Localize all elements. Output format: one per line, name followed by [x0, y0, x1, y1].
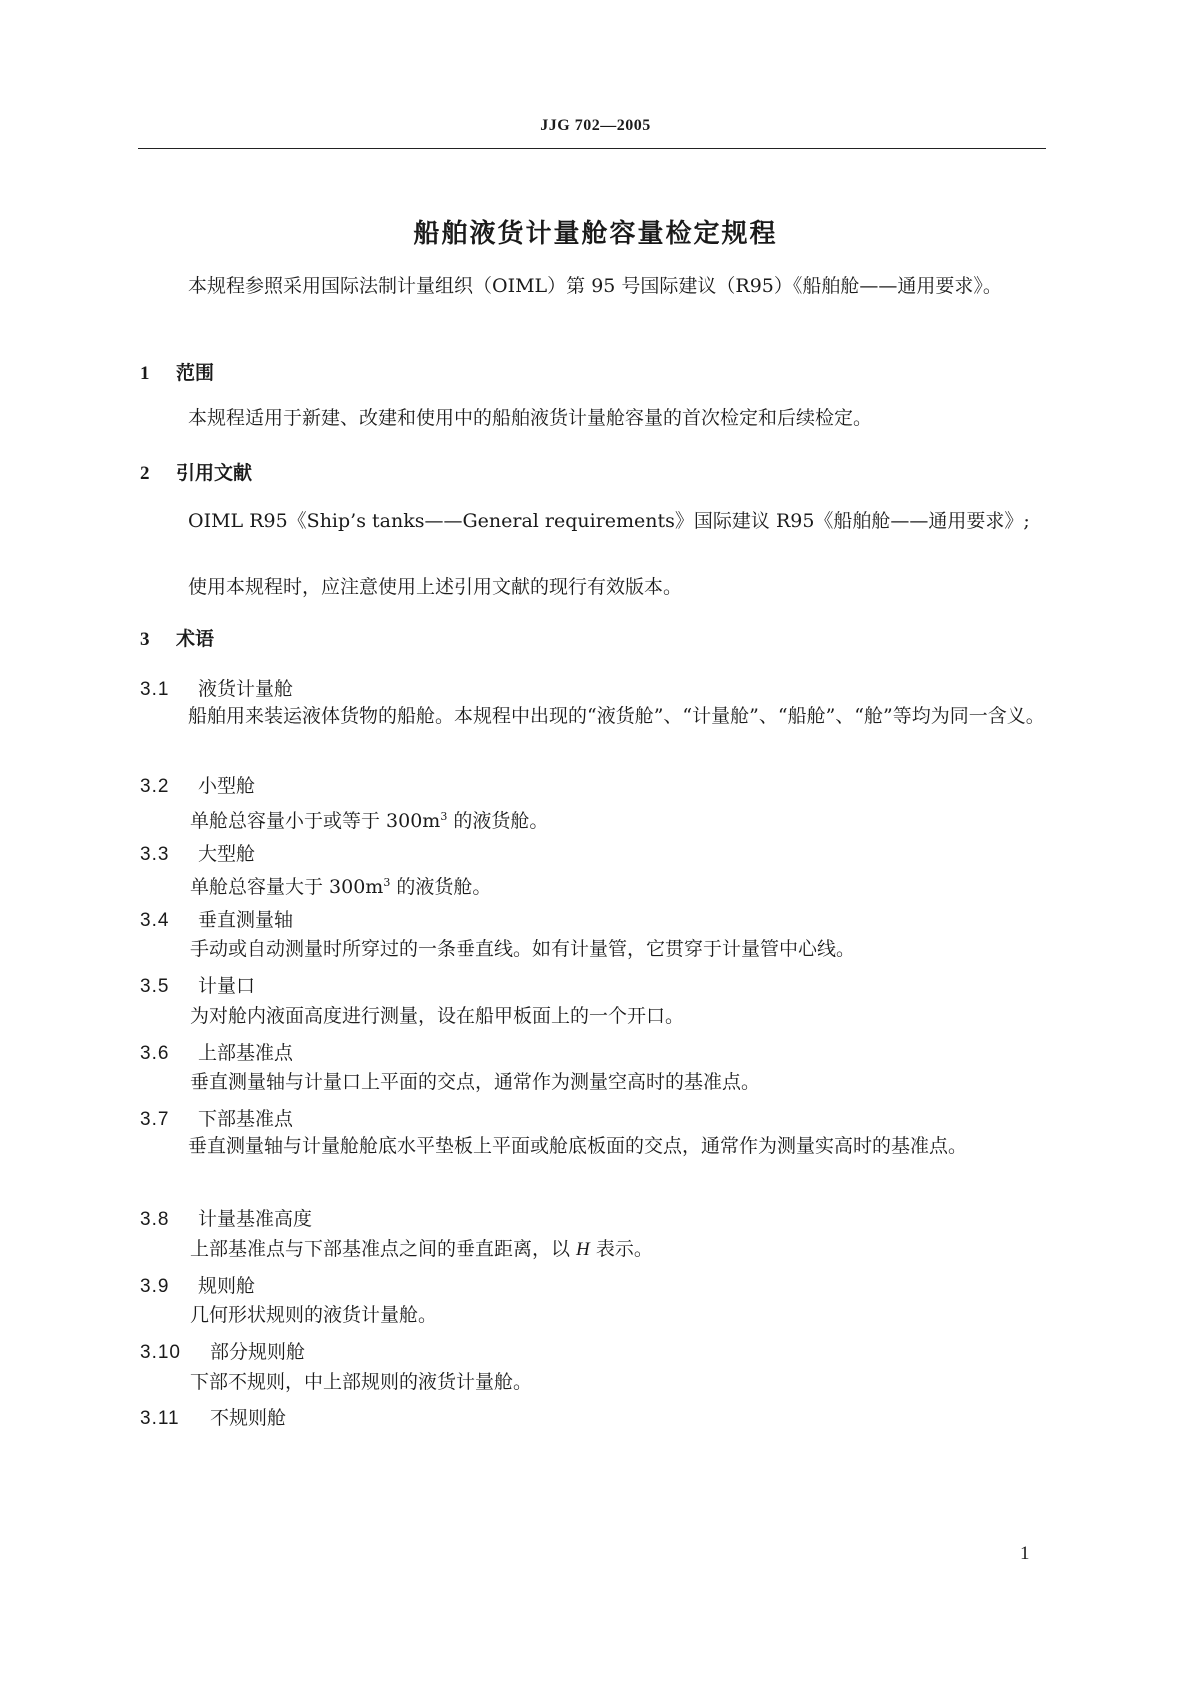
term-definition: 上部基准点与下部基准点之间的垂直距离，以 H 表示。 — [190, 1238, 653, 1260]
term-definition: 船舶用来装运液体货物的船舱。本规程中出现的“液货舱”、“计量舱”、“船舱”、“舱”等均为同一含义。 — [188, 705, 1045, 727]
term-number: 3.10 — [140, 1342, 181, 1363]
section-number: 1 — [140, 363, 150, 384]
term-name: 不规则舱 — [210, 1407, 287, 1429]
section-title: 术语 — [176, 628, 215, 650]
term-definition: 单舱总容量大于 $300m^3$ 的液货舱。 — [190, 876, 492, 898]
term-number: 3.9 — [140, 1276, 170, 1297]
standard-code: JJG 702—2005 — [540, 117, 651, 134]
section-number: 2 — [140, 463, 150, 484]
term-name: 垂直测量轴 — [198, 909, 294, 931]
section-title: 引用文献 — [176, 462, 253, 484]
term-item — [140, 1204, 312, 1231]
page-number: 1 — [1020, 1543, 1030, 1564]
term-name: 计量基准高度 — [198, 1208, 313, 1230]
section-body: 本规程适用于新建、改建和使用中的船舶液货计量舱容量的首次检定和后续检定。 — [188, 407, 873, 429]
term-name: 小型舱 — [198, 775, 256, 797]
section-heading-references — [140, 458, 252, 485]
section-heading-terms — [140, 624, 214, 651]
intro-paragraph: 本规程参照采用国际法制计量组织（OIML）第 95 号国际建议（R95）《船舶舱——通用要求》。 — [188, 275, 1002, 297]
term-definition: 为对舱内液面高度进行测量，设在船甲板面上的一个开口。 — [190, 1005, 685, 1027]
header-rule — [138, 148, 1046, 149]
term-definition: 垂直测量轴与计量口上平面的交点，通常作为测量空高时的基准点。 — [190, 1071, 761, 1093]
section-number: 3 — [140, 629, 150, 650]
term-number: 3.11 — [140, 1408, 180, 1429]
term-item — [140, 1403, 286, 1430]
term-number: 3.6 — [140, 1043, 170, 1064]
term-item — [140, 674, 293, 701]
term-name: 上部基准点 — [198, 1042, 294, 1064]
term-item — [140, 1038, 293, 1065]
term-definition: 下部不规则，中上部规则的液货计量舱。 — [190, 1371, 533, 1393]
term-item — [140, 905, 293, 932]
height-symbol: H — [576, 1239, 590, 1260]
term-item — [140, 1337, 305, 1364]
document-title: 船舶液货计量舱容量检定规程 — [413, 219, 778, 249]
section-heading-scope — [140, 358, 214, 385]
term-name: 液货计量舱 — [198, 678, 294, 700]
term-number: 3.4 — [140, 910, 170, 931]
term-name: 部分规则舱 — [210, 1341, 306, 1363]
section-body: OIML R95《Ship’s tanks——General requirements》国际建议 R95《船舶舱——通用要求》; — [188, 510, 1030, 532]
term-number: 3.3 — [140, 844, 170, 865]
section-title: 范围 — [176, 362, 215, 384]
term-item — [140, 971, 255, 998]
term-definition: 单舱总容量小于或等于 $300m^3$ 的液货舱。 — [190, 810, 549, 832]
term-name: 计量口 — [198, 975, 256, 997]
term-item — [140, 1271, 255, 1298]
term-item — [140, 771, 255, 798]
section-body-note: 使用本规程时，应注意使用上述引用文献的现行有效版本。 — [188, 576, 683, 598]
term-number: 3.5 — [140, 976, 170, 997]
term-definition: 垂直测量轴与计量舱舱底水平垫板上平面或舱底板面的交点，通常作为测量实高时的基准点。 — [188, 1135, 968, 1157]
term-item — [140, 839, 255, 866]
term-number: 3.7 — [140, 1109, 170, 1130]
term-item — [140, 1104, 293, 1131]
term-definition: 几何形状规则的液货计量舱。 — [190, 1304, 438, 1326]
term-number: 3.2 — [140, 776, 170, 797]
term-number: 3.8 — [140, 1209, 170, 1230]
term-name: 规则舱 — [198, 1275, 256, 1297]
term-definition: 手动或自动测量时所穿过的一条垂直线。如有计量管，它贯穿于计量管中心线。 — [190, 938, 856, 960]
term-name: 下部基准点 — [198, 1108, 294, 1130]
term-name: 大型舱 — [198, 843, 256, 865]
term-number: 3.1 — [140, 679, 170, 700]
